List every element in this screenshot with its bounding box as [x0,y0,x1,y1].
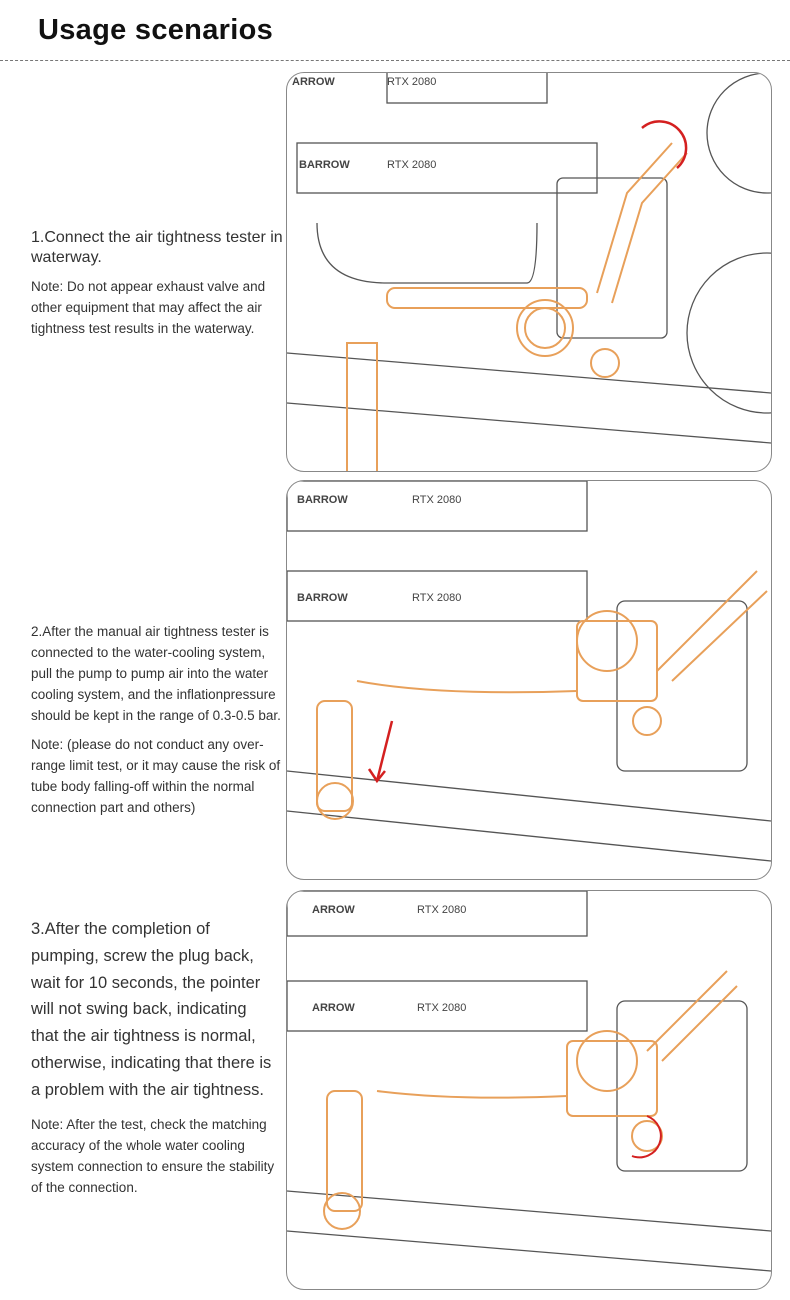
air-tester [317,571,767,819]
step-1-note: Note: Do not appear exhaust valve and other equipment that may affect the air tightness test results in the waterway. [31,279,266,336]
radiator [617,601,747,771]
brand-label: BARROW [299,159,350,171]
pull-arrow [369,721,392,781]
tube [317,223,537,283]
step-3-heading: 3.After the completion of pumping, screw the plug back, wait for 10 seconds, the pointer will not swing back, indicating that the air tightness is normal, otherwise, indicating that there is a problem with the air tightness. [31,920,272,1099]
gpu-label: RTX 2080 [412,592,462,604]
brand-label: ARROW [312,904,355,916]
gpu-block [287,481,587,531]
step-2-illustration [286,480,772,880]
divider [0,60,790,61]
step-2-heading: 2.After the manual air tightness tester is connected to the water-cooling system, pull the pump to pump air into the water cooling system, and the inflationpressure should be kept in the range of 0.3-0.5 bar. [31,624,281,723]
brand-label: BARROW [297,494,348,506]
gpu-label: RTX 2080 [417,1002,467,1014]
step-2-note: Note: (please do not conduct any over-range limit test, or it may cause the risk of tube body falling-off within the normal connection part and others) [31,737,281,815]
step-1-heading: 1.Connect the air tightness tester in waterway. [31,229,283,266]
gpu-label: RTX 2080 [387,159,437,171]
case-rail [287,353,771,443]
air-tester [324,971,737,1229]
step-3-note: Note: After the test, check the matching accuracy of the whole water cooling system connection to ensure the stability of the connection. [31,1116,275,1195]
step-1-illustration [286,72,772,472]
gpu-label: RTX 2080 [417,904,467,916]
fan [707,73,771,193]
case-rail [287,1191,771,1271]
brand-label: BARROW [297,592,348,604]
brand-label: ARROW [292,76,335,88]
gpu-label: RTX 2080 [387,76,437,88]
page-title: Usage scenarios [38,14,274,46]
step-3-text [31,916,276,1198]
gpu-label: RTX 2080 [412,494,462,506]
step-2-text [31,621,289,818]
step-1-text [31,228,286,339]
step-3-illustration [286,890,772,1290]
brand-label: ARROW [312,1002,355,1014]
radiator [557,178,667,338]
case-rail [287,771,771,861]
